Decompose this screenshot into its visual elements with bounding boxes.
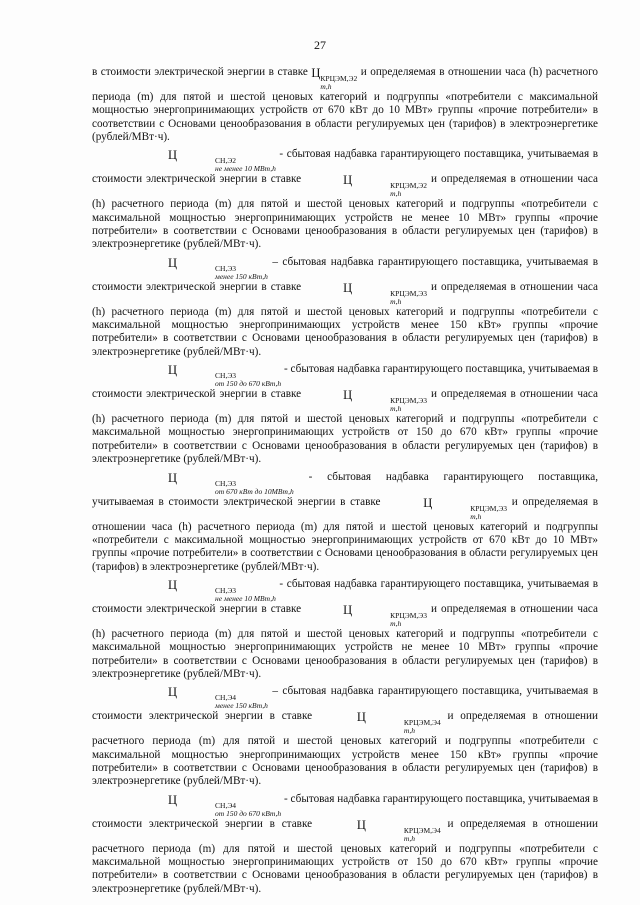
rate-symbol-subscript: m,h (403, 833, 415, 843)
markup-symbol-superscript: СН,Э4 (215, 693, 237, 703)
markup-symbol-superscript: СН,Э3 (215, 585, 237, 595)
markup-symbol-superscript: СН,Э3 (215, 478, 237, 488)
paragraph-text: – сбытовая надбавка гарантирующего поставщика, учитываемая в стоимости электрической энергии в ставке (92, 685, 598, 723)
paragraph-text: - сбытовая надбавка гарантирующего поставщика, учитываемая в стоимости электрической энергии в ставке (92, 792, 598, 830)
rate-symbol-superscript: КРЦЭМ,Э3 (390, 288, 427, 298)
paragraph (92, 148, 598, 251)
paragraph-text: - сбытовая надбавка гарантирующего поставщика, учитываемая в стоимости электрической энергии в ставке (92, 363, 598, 401)
markup-symbol-superscript: СН,Э4 (215, 800, 237, 810)
rate-symbol-subscript: m,h (403, 726, 415, 736)
rate-symbol-superscript: КРЦЭМ,Э3 (390, 610, 427, 620)
rate-symbol-superscript: КРЦЭМ,Э2 (390, 181, 427, 191)
paragraph (92, 66, 598, 144)
rate-symbol: Ц КРЦЭМ,Э3 m,h (343, 388, 427, 414)
paragraph-text: - сбытовая надбавка гарантирующего поставщика, учитываемая в стоимости электрической энергии в ставке (92, 577, 598, 615)
markup-symbol: Ц СН,Э3 от 670 кВт до 10МВт,h (168, 470, 294, 496)
markup-symbol: Ц СН,Э3 от 150 до 670 кВт,h (168, 363, 282, 389)
paragraph-text: и определяемая в отношении расчетного периода (m) для пятой и шестой ценовых категорий и подгруппы «потребители с максимальной мощностью энергопринимающих устройств менее 150 кВт» группы «прочие потребители» в соответствии с Основами ценообразования в области регулируемых цен (тарифов) в электроэнергетике (рублей/МВт·ч). (92, 710, 599, 788)
markup-symbol-subscript: менее 150 кВт,h (215, 701, 268, 711)
paragraph (92, 685, 598, 788)
paragraph-text: – сбытовая надбавка гарантирующего поставщика, учитываемая в стоимости электрической энергии в ставке (92, 255, 598, 293)
document-body (92, 66, 598, 896)
markup-symbol: Ц СН,Э2 не менее 10 МВт,h (168, 148, 276, 174)
rate-symbol: Ц КРЦЭМ,Э3 m,h (343, 280, 427, 306)
rate-symbol-subscript: m,h (390, 618, 402, 628)
paragraph (92, 471, 598, 574)
rate-symbol: Ц КРЦЭМ,Э4 m,h (356, 817, 441, 843)
markup-symbol-superscript: СН,Э3 (215, 371, 237, 381)
paragraph-text: и определяемая в отношении часа (h) расчетного периода (m) для пятой и шестой ценовых категорий и подгруппы «потребители с максимальной мощностью энергопринимающих устройств от 150 до 670 кВт» группы «прочие потребители» в соответствии с Основами ценообразования в области регулируемых цен (тарифов) в электроэнергетике (рублей/МВт·ч). (92, 388, 598, 466)
paragraph-text: и определяемая в отношении часа (h) расчетного периода (m) для пятой и шестой ценовых категорий и подгруппы «потребители с максимальной мощностью энергопринимающих устройств не менее 10 МВт» группы «прочие потребители» в соответствии с Основами ценообразования в области регулируемых цен (тарифов) в электроэнергетике (рублей/МВт·ч). (92, 602, 598, 680)
markup-symbol: Ц СН,Э4 от 150 до 670 кВт,h (168, 792, 282, 818)
markup-symbol: Ц СН,Э3 менее 150 кВт,h (168, 255, 268, 281)
paragraph-text: и определяемая в отношении часа (h) расчетного периода (m) для пятой и шестой ценовых категорий и подгруппы «потребители с максимальной мощностью энергопринимающих устройств от 670 кВт до 10 МВт» группы «прочие потребители» в соответствии с Основами ценообразования в области регулируемых цен (тарифов) в электроэнергетике (рублей/МВт·ч). (92, 495, 598, 573)
markup-symbol-superscript: СН,Э3 (215, 263, 237, 273)
rate-symbol-superscript: КРЦЭМ,Э4 (403, 718, 441, 728)
markup-symbol: Ц СН,Э4 менее 150 кВт,h (168, 685, 268, 711)
markup-symbol-subscript: от 150 до 670 кВт,h (215, 808, 282, 818)
paragraph-text: - сбытовая надбавка гарантирующего поставщика, учитываемая в стоимости электрической энергии в ставке (92, 470, 598, 508)
paragraph-text: и определяемая в отношении часа (h) расчетного периода (m) для пятой и шестой ценовых категорий и подгруппы «потребители с максимальной мощностью энергопринимающих устройств не менее 10 МВт» группы «прочие потребители» в соответствии с Основами ценообразования в области регулируемых цен (тарифов) в электроэнергетике (рублей/МВт·ч). (92, 173, 598, 251)
rate-symbol-subscript: m,h (390, 296, 402, 306)
markup-symbol-subscript: менее 150 кВт,h (215, 271, 268, 281)
rate-symbol: Ц КРЦЭМ,Э4 m,h (356, 710, 441, 736)
markup-symbol: Ц СН,Э3 не менее 10 МВт,h (168, 577, 276, 603)
rate-symbol-superscript: КРЦЭМ,Э3 (470, 503, 508, 513)
rate-symbol: Ц КРЦЭМ,Э2 m,h (343, 173, 427, 199)
paragraph-text: - сбытовая надбавка гарантирующего поставщика, учитываемая в стоимости электрической энергии в ставке (92, 148, 598, 186)
rate-symbol-superscript: КРЦЭМ,Э3 (390, 396, 427, 406)
paragraph (92, 793, 598, 896)
rate-symbol-subscript: m,h (320, 82, 332, 91)
paragraph-text: в стоимости электрической энергии в ставке (92, 66, 312, 78)
markup-symbol-subscript: от 150 до 670 кВт,h (215, 379, 282, 389)
paragraph (92, 256, 598, 359)
rate-symbol: Ц КРЦЭМ,Э3 m,h (343, 602, 427, 628)
paragraph (92, 363, 598, 466)
markup-symbol-subscript: от 670 кВт до 10МВт,h (215, 486, 294, 496)
paragraph-text: и определяемая в отношении расчетного периода (m) для пятой и шестой ценовых категорий и подгруппы «потребители с максимальной мощностью энергопринимающих устройств от 150 до 670 кВт» группы «прочие потребители» в соответствии с Основами ценообразования в области регулируемых цен (тарифов) в электроэнергетике (рублей/МВт·ч). (92, 817, 599, 895)
rate-symbol-superscript: КРЦЭМ,Э4 (403, 825, 441, 835)
markup-symbol-subscript: не менее 10 МВт,h (215, 164, 276, 174)
paragraph-text: и определяемая в отношении часа (h) расчетного периода (m) для пятой и шестой ценовых категорий и подгруппы «потребители с максимальной мощностью энергопринимающих устройств от 670 кВт до 10 МВт» группы «прочие потребители» в соответствии с Основами ценообразования в области регулируемых цен (тарифов) в электроэнергетике (рублей/МВт·ч). (92, 66, 599, 144)
rate-symbol-subscript: m,h (390, 404, 402, 414)
paragraph-text: и определяемая в отношении часа (h) расчетного периода (m) для пятой и шестой ценовых категорий и подгруппы «потребители с максимальной мощностью энергопринимающих устройств менее 150 кВт» группы «прочие потребители» в соответствии с Основами ценообразования в области регулируемых цен (тарифов) в электроэнергетике (рублей/МВт·ч). (92, 280, 598, 358)
markup-symbol-subscript: не менее 10 МВт,h (215, 593, 276, 603)
paragraph (92, 578, 598, 681)
markup-symbol-superscript: СН,Э2 (215, 156, 237, 166)
rate-symbol-subscript: m,h (470, 511, 482, 521)
rate-symbol-subscript: m,h (390, 189, 402, 199)
rate-symbol-superscript: КРЦЭМ,Э2 (320, 74, 358, 83)
page-number: 27 (314, 38, 326, 52)
rate-symbol: Ц КРЦЭМ,Э3 m,h (423, 495, 508, 521)
rate-symbol: Ц КРЦЭМ,Э2 m,h (311, 66, 358, 91)
